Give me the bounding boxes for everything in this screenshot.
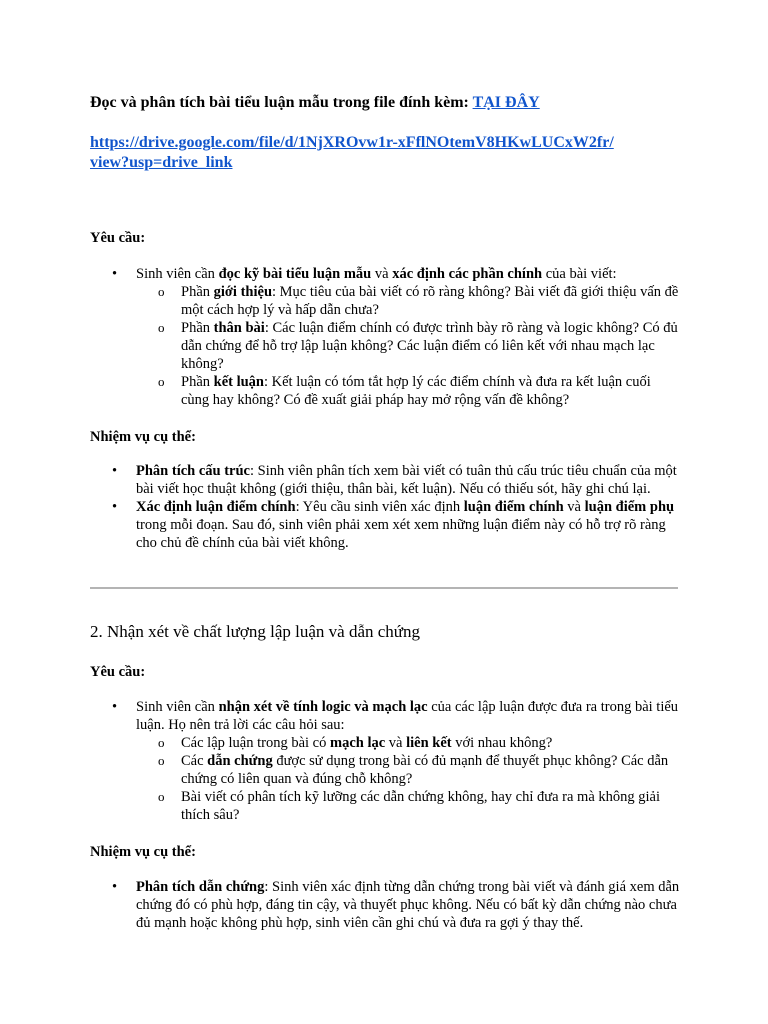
sub-list xyxy=(136,734,680,824)
bullet-icon: • xyxy=(112,879,118,895)
bold-run: giới thiệu xyxy=(213,284,273,300)
sub-list-item xyxy=(136,788,680,824)
bullet-icon: • xyxy=(112,463,118,479)
sub-list-item xyxy=(136,373,680,409)
drive-link[interactable] xyxy=(90,134,614,171)
bold-run: luận điểm chính xyxy=(463,499,564,515)
sub-bullet-icon: o xyxy=(158,753,165,768)
section-2-heading: 2. Nhận xét về chất lượng lập luận và dẫn chứng xyxy=(90,622,421,641)
bold-run: xác định các phần chính xyxy=(392,266,543,282)
bullet-icon: • xyxy=(112,699,118,715)
bold-run: luận điểm phụ xyxy=(584,499,675,515)
text-run: Phần xyxy=(181,374,214,390)
text-run: : Các luận điểm chính có được trình bày rõ ràng và logic không? Có đủ dẫn chứng để hỗ trợ lập luận không? Các luận điểm có liên kết với nhau mạch lạc không? xyxy=(181,320,678,372)
sub-list-item xyxy=(136,752,680,788)
text-run: trong mỗi đoạn. Sau đó, sinh viên phải xem xét xem những luận điểm này có hỗ trợ rõ ràng cho chủ đề chính của bài viết không. xyxy=(136,517,666,551)
requirements-list-2 xyxy=(90,698,680,824)
text-run: và xyxy=(563,499,585,515)
drive-link-block xyxy=(90,133,680,173)
sub-list-item xyxy=(136,734,680,752)
drive-link-line1: https://drive.google.com/file/d/1NjXROvw1r-xFflNOtemV8HKwLUCxW2fr/ xyxy=(90,134,614,151)
sub-list-item xyxy=(136,319,680,373)
bold-run: dẫn chứng xyxy=(207,753,273,769)
intro-heading xyxy=(90,94,540,112)
list-item xyxy=(90,462,680,498)
text-run: Bài viết có phân tích kỹ lưỡng các dẫn chứng không, hay chỉ đưa ra mà không giải thích sâu? xyxy=(181,789,661,823)
text-run: Phần xyxy=(181,320,214,336)
horizontal-divider xyxy=(90,587,678,589)
sub-bullet-icon: o xyxy=(158,735,165,750)
sub-bullet-icon: o xyxy=(158,789,165,804)
bold-run: thân bài xyxy=(213,320,265,336)
text-run: và xyxy=(385,735,407,751)
tasks-list-2 xyxy=(90,878,680,932)
list-item xyxy=(90,265,680,409)
text-run: Sinh viên cần xyxy=(136,266,219,282)
list-item xyxy=(90,698,680,824)
text-run: của bài viết: xyxy=(542,266,617,282)
bullet-icon: • xyxy=(112,266,118,282)
text-run: : Kết luận có tóm tắt hợp lý các điểm chính và đưa ra kết luận cuối cùng hay không? Có đề xuất giải pháp hay mở rộng vấn đề không? xyxy=(181,374,651,408)
text-run: của các lập luận được đưa ra trong bài tiểu luận. Họ nên trả lời các câu hỏi sau: xyxy=(136,699,679,733)
bold-run: Xác định luận điểm chính xyxy=(136,499,296,515)
bullet-icon: • xyxy=(112,499,118,515)
bold-run: mạch lạc xyxy=(329,735,386,751)
requirements-label-2: Yêu cầu: xyxy=(90,664,146,680)
text-run: : Sinh viên phân tích xem bài viết có tuân thủ cấu trúc tiêu chuẩn của một bài viết học thuật không (giới thiệu, thân bài, kết luận). Nếu có thiếu sót, hãy ghi chú lại. xyxy=(136,463,677,497)
bold-run: kết luận xyxy=(213,374,264,390)
text-run: Các lập luận trong bài có xyxy=(181,735,330,751)
drive-link-line2: view?usp=drive_link xyxy=(90,154,233,171)
list-item xyxy=(90,498,680,552)
bold-run: Phân tích cấu trúc xyxy=(136,463,250,479)
text-run: Phần xyxy=(181,284,214,300)
sub-bullet-icon: o xyxy=(158,284,165,299)
tasks-label-2: Nhiệm vụ cụ thể: xyxy=(90,844,196,860)
intro-text: Đọc và phân tích bài tiểu luận mẫu trong file đính kèm: xyxy=(90,94,473,111)
requirements-label-1: Yêu cầu: xyxy=(90,230,146,246)
text-run: : Sinh viên xác định từng dẫn chứng trong bài viết và đánh giá xem dẫn chứng đó có phù hợp, đáng tin cậy, và thuyết phục không. Nếu có bất kỳ dẫn chứng nào chưa đủ mạnh hoặc không phù hợp, sinh viên cần ghi chú và đưa ra gợi ý thay thế. xyxy=(136,879,680,931)
text-run: Sinh viên cần xyxy=(136,699,219,715)
sub-list xyxy=(136,283,680,409)
requirements-list-1 xyxy=(90,265,680,409)
sub-bullet-icon: o xyxy=(158,320,165,335)
text-run: được sử dụng trong bài có đủ mạnh để thuyết phục không? Các dẫn chứng có liên quan và đúng chỗ không? xyxy=(181,753,669,787)
text-run: : Mục tiêu của bài viết có rõ ràng không? Bài viết đã giới thiệu vấn đề một cách hợp lý và hấp dẫn chưa? xyxy=(181,284,679,318)
bold-run: nhận xét về tính logic và mạch lạc xyxy=(218,699,428,715)
text-run: Các xyxy=(181,753,208,769)
list-item xyxy=(90,878,680,932)
bold-run: đọc kỹ bài tiểu luận mẫu xyxy=(218,266,372,282)
tasks-label-1: Nhiệm vụ cụ thể: xyxy=(90,429,196,445)
bold-run: liên kết xyxy=(406,735,452,751)
tai-day-link[interactable]: TẠI ĐÂY xyxy=(472,94,540,111)
text-run: và xyxy=(371,266,393,282)
tasks-list-1 xyxy=(90,462,680,552)
text-run: với nhau không? xyxy=(451,735,553,751)
bold-run: Phân tích dẫn chứng xyxy=(136,879,265,895)
sub-bullet-icon: o xyxy=(158,374,165,389)
text-run: : Yêu cầu sinh viên xác định xyxy=(295,499,464,515)
sub-list-item xyxy=(136,283,680,319)
